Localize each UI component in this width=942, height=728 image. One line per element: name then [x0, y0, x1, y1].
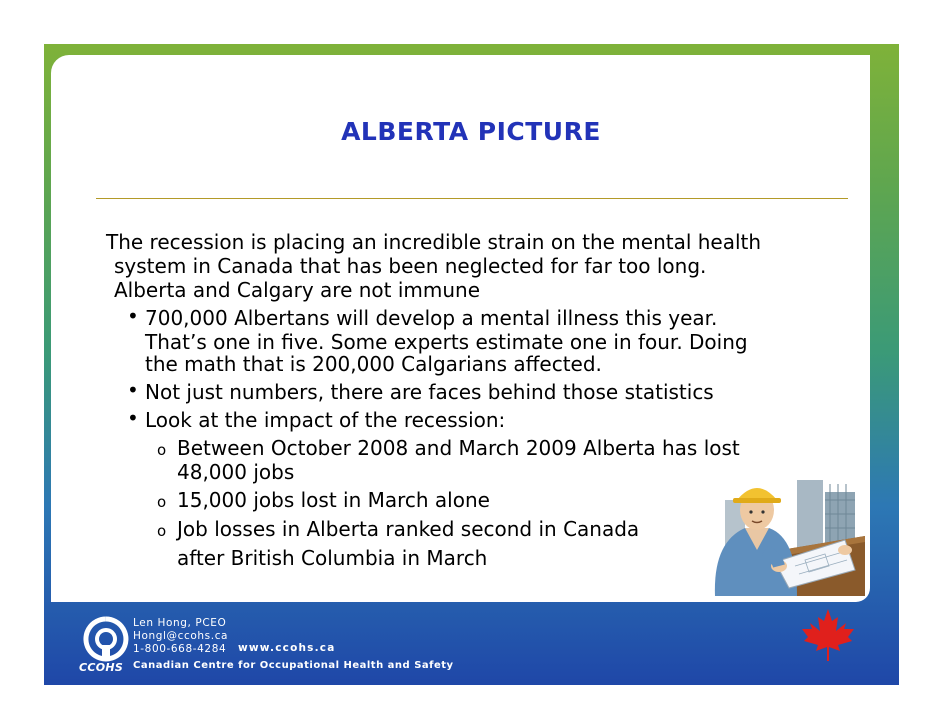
bullet-line: That’s one in five. Some experts estimate one in four. Doing [145, 330, 748, 354]
bullet-line: Look at the impact of the recession: [145, 408, 506, 432]
bullet-line: Not just numbers, there are faces behind those statistics [145, 380, 714, 404]
sub-bullet-line: Between October 2008 and March 2009 Alberta has lost [177, 436, 740, 460]
bullet-line: the math that is 200,000 Calgarians affected. [145, 352, 602, 376]
sub-bullet-marker: o [157, 522, 167, 540]
footer-url-link[interactable]: www.ccohs.ca [238, 642, 336, 654]
intro-line: Alberta and Calgary are not immune [114, 278, 481, 302]
sub-bullet-marker: o [157, 493, 167, 511]
footer-organization: Canadian Centre for Occupational Health and Safety [133, 660, 454, 671]
slide-title: ALBERTA PICTURE [341, 117, 601, 146]
sub-bullet-marker: o [157, 441, 167, 459]
sub-bullet-continuation: after British Columbia in March [177, 546, 488, 570]
sub-bullet-line: 15,000 jobs lost in March alone [177, 488, 490, 512]
footer-phone: 1-800-668-4284 [133, 643, 227, 655]
bullet-marker: • [127, 378, 139, 402]
construction-worker-illustration [705, 470, 865, 600]
ccohs-logo-text: CCOHS [79, 661, 124, 674]
intro-line: The recession is placing an incredible strain on the mental health [106, 230, 762, 254]
bullet-line: 700,000 Albertans will develop a mental illness this year. [145, 306, 718, 330]
sub-bullet-line: Job losses in Alberta ranked second in Canada [177, 517, 640, 541]
footer-email[interactable]: Hongl@ccohs.ca [133, 630, 229, 642]
bullet-marker: • [127, 406, 139, 430]
maple-leaf-icon [798, 607, 858, 663]
bullet-marker: • [127, 304, 139, 328]
footer-name: Len Hong, PCEO [133, 617, 227, 629]
intro-line: system in Canada that has been neglected for far too long. [114, 254, 707, 278]
sub-bullet-line: 48,000 jobs [177, 460, 295, 484]
